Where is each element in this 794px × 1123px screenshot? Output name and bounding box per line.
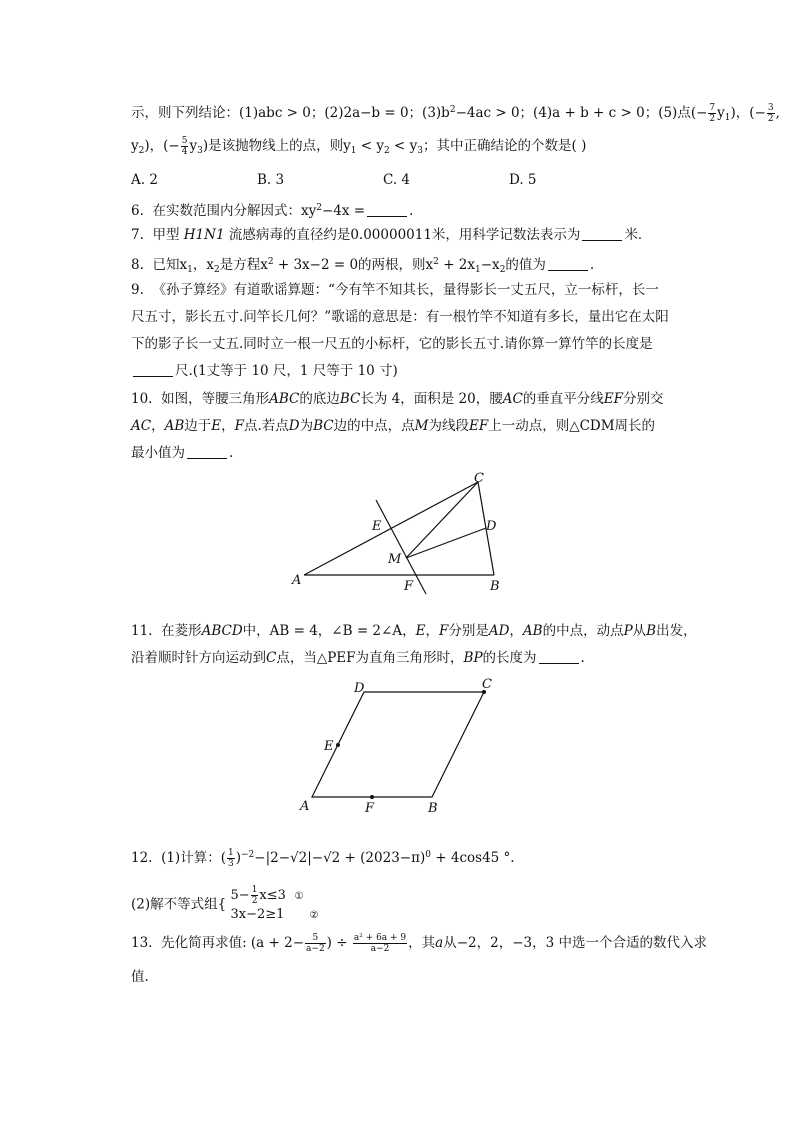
label-a: A	[300, 799, 310, 814]
question-10-line-1: 10. 如图，等腰三角形ABC的底边BC长为 4，面积是 20，腰AC的垂直平分线EF分别交	[131, 391, 664, 407]
triangle-figure	[280, 470, 520, 600]
q5-options	[131, 170, 691, 190]
label-a: A	[292, 573, 302, 588]
fraction: $\frac{7}{2}$	[709, 103, 716, 124]
point-e	[336, 743, 340, 747]
segment-mc	[406, 482, 478, 558]
answer-blank	[367, 203, 407, 217]
label-b: B	[428, 801, 438, 816]
fraction: $\frac{1}{3}$	[227, 848, 234, 869]
question-12-part-2: (2)解不等式组{ 5− $\frac{1}{2}$ x≤3 ① 3x−2≥1 ②	[131, 885, 691, 925]
question-10-line-3: 最小值为 .	[131, 445, 234, 461]
label-f: F	[404, 579, 414, 594]
label-e: E	[324, 739, 334, 754]
question-9-line-2: 尺五寸，影长五寸.问竿长几何？”歌谣的意思是：有一根竹竿不知道有多长，量出它在太阳	[131, 309, 669, 325]
question-8: 8. 已知$x_1$，$x_2$是方程$x^2 + 3x-2 = 0$的两根，则$x^2 + 2x_1-x_2$的值为 .	[131, 257, 595, 275]
option-a: A. 2	[131, 172, 158, 188]
fraction: $\frac{1}{2}$	[251, 885, 258, 906]
answer-blank	[539, 650, 579, 664]
fraction: $\frac{5}{4}$	[181, 136, 188, 157]
label-d: D	[486, 519, 497, 534]
label-b: B	[490, 579, 500, 594]
rhombus-figure	[292, 675, 512, 820]
fraction: $\frac{5}{a-2}$	[306, 933, 325, 954]
question-9-line-1: 9. 《孙子算经》有道歌谣算题：“今有竿不知其长，量得影长一丈五尺，立一标杆，长一	[131, 282, 659, 298]
circled-two-marker: ②	[309, 910, 319, 921]
label-e: E	[372, 519, 382, 534]
answer-blank	[133, 363, 173, 377]
inequality-1: 5− $\frac{1}{2}$ x≤3 ①	[231, 885, 321, 906]
question-11-line-2: 沿着顺时针方向运动到C点，当△PEF为直角三角形时，BP的长度为 .	[131, 650, 585, 666]
label-d: D	[354, 681, 365, 696]
q5-line-1: 示，则下列结论：(1)abc > 0；(2)2a−b = 0；$(3)b^2-4ac > 0$；(4)a + b + c > 0；(5)点(− $\frac{7}{2}$ $y_1$)，(− $\frac{3}{2}$ ,	[131, 103, 780, 124]
option-d: D. 5	[509, 172, 537, 188]
option-b: B. 3	[257, 172, 285, 188]
question-6: 6. 在实数范围内分解因式：$xy^2-4x$ = .	[131, 203, 414, 219]
label-c: C	[474, 471, 484, 486]
option-c: C. 4	[383, 172, 411, 188]
fraction: $\frac{3}{2}$	[767, 103, 774, 124]
question-11-line-1: 11. 在菱形ABCD中，AB = 4，∠B = 2∠A，E，F分别是AD，AB的中点，动点P从B出发，	[131, 623, 697, 639]
segment-md	[406, 528, 486, 558]
question-9-line-4: 尺.(1丈等于 10 尺，1 尺等于 10 寸)	[131, 361, 691, 381]
circled-one-marker: ①	[294, 891, 304, 902]
label-c: C	[482, 677, 492, 692]
inequality-2: 3x−2≥1 ②	[231, 906, 321, 924]
q5-line-2: $y_2$)，(− $\frac{5}{4}$ $y_3$)是该抛物线上的点，则$y_1 < y_2 < y_3$；其中正确结论的个数是( )	[131, 136, 587, 157]
point-f	[370, 795, 374, 799]
question-7: 7. 甲型 H1N1 流感病毒的直径约是0.00000011米，用科学记数法表示为 米．	[131, 227, 652, 243]
question-9-line-3: 下的影子长一丈五.同时立一根一尺五的小标杆，它的影长五寸.请你算一算竹竿的长度是	[131, 336, 653, 352]
question-10-line-2: AC，AB边于E，F点.若点D为BC边的中点，点M为线段EF上一动点，则△CDM周长的	[131, 418, 656, 434]
answer-blank	[582, 227, 622, 241]
question-12-part-1: 12. (1)计算：( $\frac{1}{3}$ )$^{-2}-|2-√2|-√2 + (2023-\pi)^0 + 4\cos 45$ °.	[131, 848, 515, 869]
question-13-line-1: 13. 先化简再求值: (a + 2− $\frac{5}{a-2}$ ) ÷ $\frac{\text{a² + 6a + 9}}{a-2}$ ，其a从−2，2，−3，3 中选一个合适的数代入求	[131, 933, 708, 954]
fraction: $\frac{\text{a² + 6a + 9}}{a-2}$	[353, 933, 407, 954]
label-m: M	[388, 552, 402, 567]
answer-blank	[548, 257, 588, 271]
answer-blank	[187, 445, 227, 459]
label-f: F	[365, 801, 375, 816]
question-13-line-2: 值.	[131, 969, 149, 985]
